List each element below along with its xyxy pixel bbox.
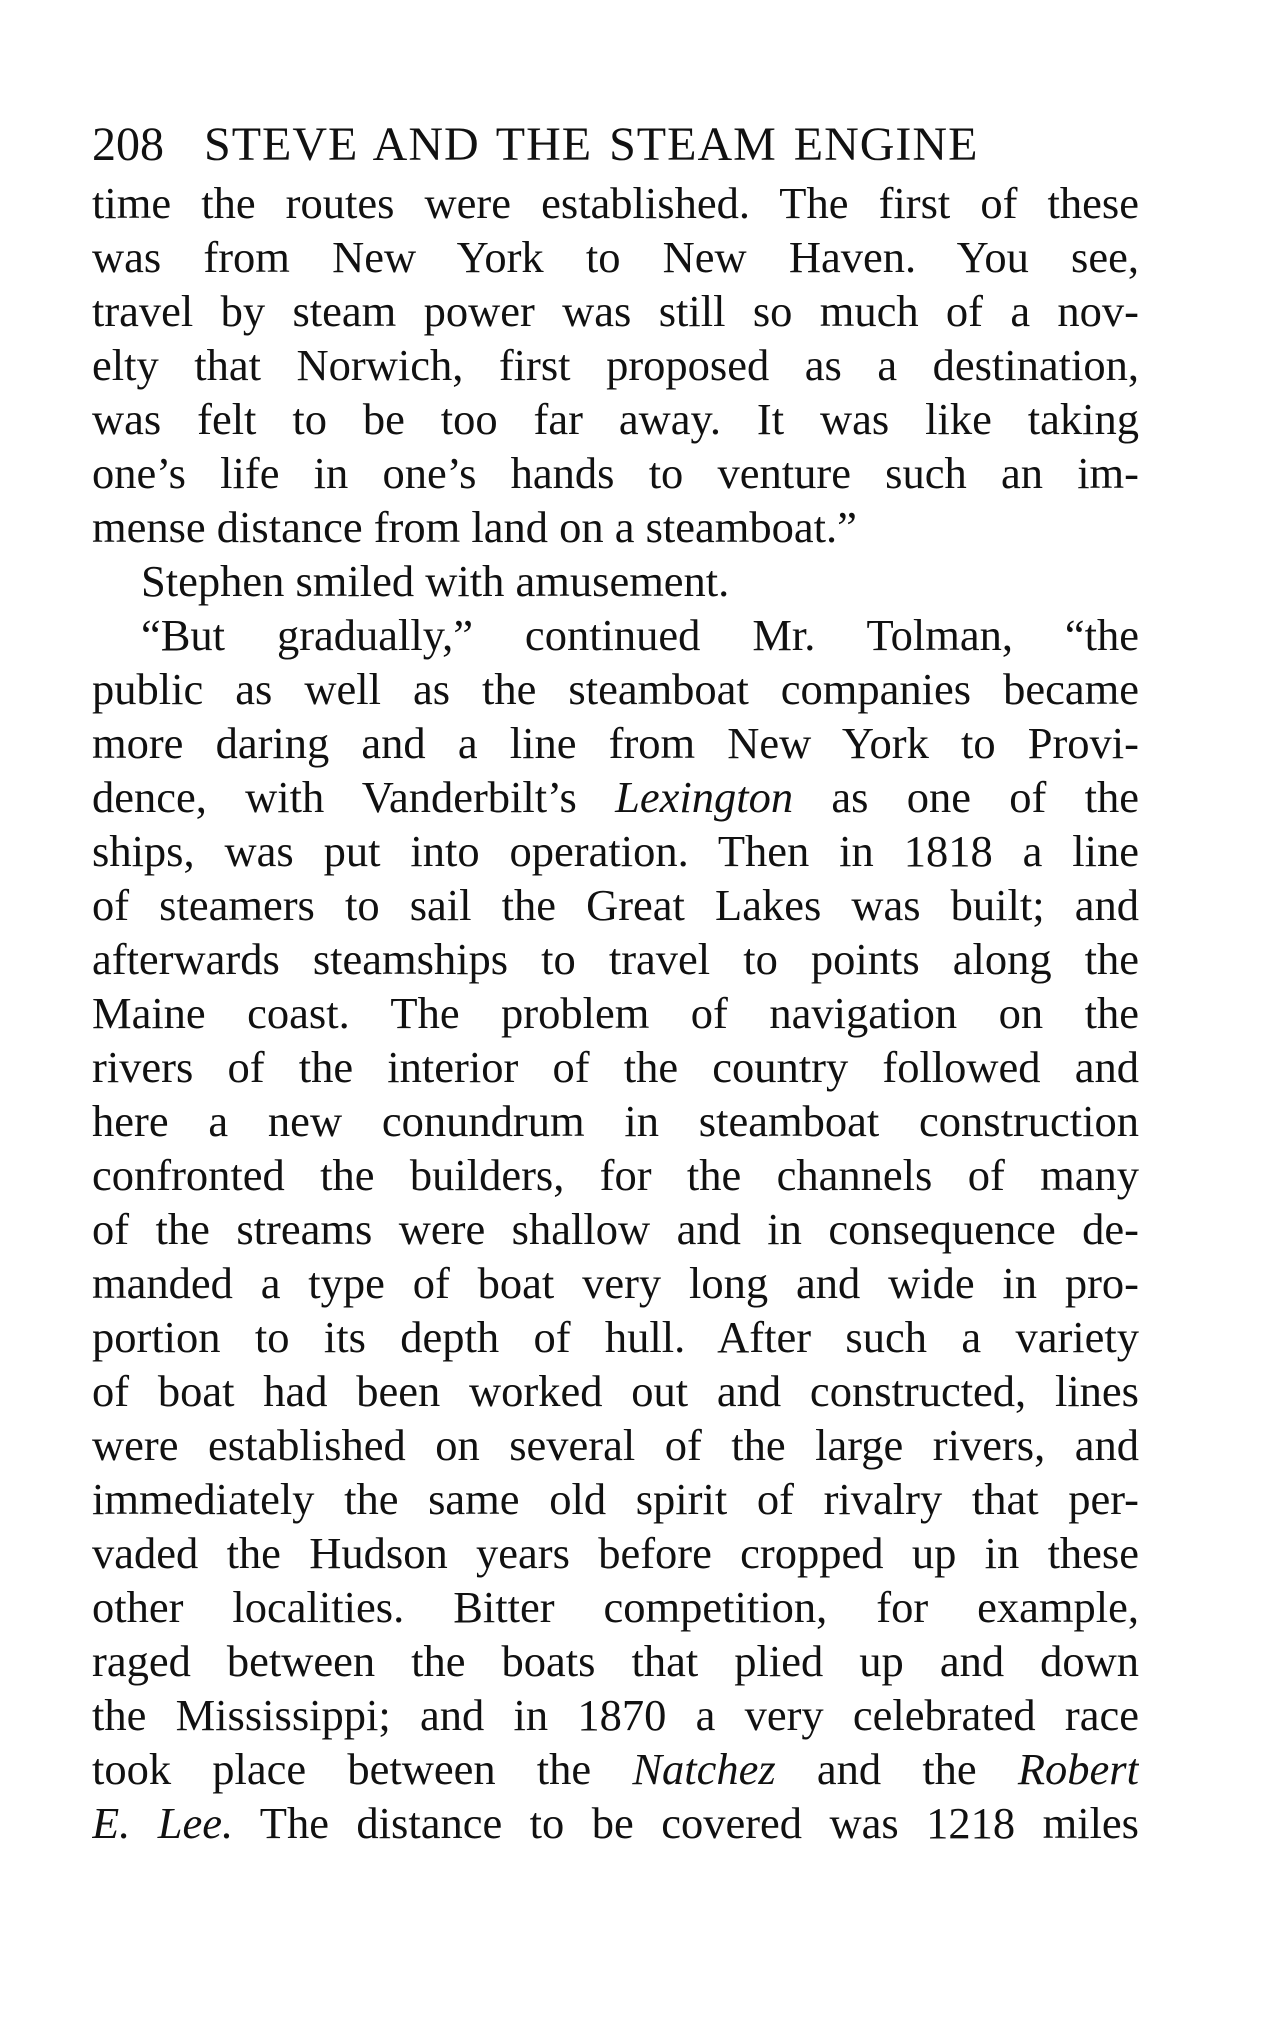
running-head [92,118,1139,174]
text-line [92,1580,1139,1634]
text-segment: of steamers to sail the Great Lakes was built; and [92,880,1139,930]
text-line [92,176,1139,230]
text-segment: the Mississippi; and in 1870 a very celebrated race [92,1690,1139,1740]
text-line [92,1256,1139,1310]
page-number: 208 [92,118,164,171]
italic-text-segment: Lexington [615,772,794,822]
text-segment: other localities. Bitter competition, for example, [92,1582,1139,1632]
text-segment: elty that Norwich, first proposed as a destination, [92,340,1139,390]
text-segment: travel by steam power was still so much of a nov- [92,286,1139,336]
text-line [92,500,1139,554]
text-line [92,824,1139,878]
book-page [92,118,1139,1850]
text-segment: one’s life in one’s hands to venture such an im- [92,448,1139,498]
text-line [92,1202,1139,1256]
text-segment: raged between the boats that plied up and down [92,1636,1139,1686]
text-line [92,1148,1139,1202]
text-line [92,446,1139,500]
text-line [92,878,1139,932]
body-text [92,176,1139,1850]
text-segment: ships, was put into operation. Then in 1818 a line [92,826,1139,876]
text-line [92,1634,1139,1688]
text-segment: Maine coast. The problem of navigation on the [92,988,1139,1038]
text-segment: The distance to be covered was 1218 miles [233,1798,1139,1848]
text-line [92,608,1139,662]
text-segment: manded a type of boat very long and wide in pro- [92,1258,1139,1308]
text-line [92,1526,1139,1580]
running-title: STEVE AND THE STEAM ENGINE [204,118,979,171]
text-segment: public as well as the steamboat companies became [92,664,1139,714]
italic-text-segment: Natchez [632,1744,776,1794]
text-segment: Stephen smiled with amusement. [141,556,730,606]
text-segment: dence, with Vanderbilt’s [92,772,616,822]
text-line [92,1472,1139,1526]
text-line [92,716,1139,770]
text-segment: immediately the same old spirit of rivalry that per- [92,1474,1139,1524]
text-line [92,932,1139,986]
text-segment: took place between the [92,1744,633,1794]
text-segment: of boat had been worked out and constructed, lines [92,1366,1139,1416]
text-line [92,554,1139,608]
italic-text-segment: E. Lee. [92,1798,234,1848]
text-segment: was felt to be too far away. It was like taking [92,394,1139,444]
text-segment: confronted the builders, for the channels of many [92,1150,1139,1200]
text-line [92,770,1139,824]
text-line [92,1310,1139,1364]
text-segment: of the streams were shallow and in consequence de- [92,1204,1139,1254]
text-line [92,1796,1139,1850]
text-segment: portion to its depth of hull. After such a variety [92,1312,1139,1362]
text-line [92,1742,1139,1796]
text-line [92,1688,1139,1742]
text-segment: vaded the Hudson years before cropped up in these [92,1528,1139,1578]
text-line [92,1040,1139,1094]
text-segment: “But gradually,” continued Mr. Tolman, “the [141,610,1139,660]
text-line [92,1364,1139,1418]
text-segment: here a new conundrum in steamboat construction [92,1096,1139,1146]
text-segment: mense distance from land on a steamboat.” [92,502,857,552]
text-line [92,986,1139,1040]
text-line [92,338,1139,392]
text-segment: more daring and a line from New York to Provi- [92,718,1139,768]
text-segment: afterwards steamships to travel to points along the [92,934,1139,984]
text-segment: time the routes were established. The first of these [92,178,1139,228]
text-segment: and the [775,1744,1018,1794]
text-line [92,392,1139,446]
text-line [92,1094,1139,1148]
text-segment: was from New York to New Haven. You see, [92,232,1139,282]
text-line [92,662,1139,716]
text-segment: were established on several of the large rivers, and [92,1420,1139,1470]
text-segment: rivers of the interior of the country followed and [92,1042,1139,1092]
text-line [92,230,1139,284]
text-segment: as one of the [793,772,1139,822]
text-line [92,1418,1139,1472]
text-line [92,284,1139,338]
italic-text-segment: Robert [1017,1744,1139,1794]
